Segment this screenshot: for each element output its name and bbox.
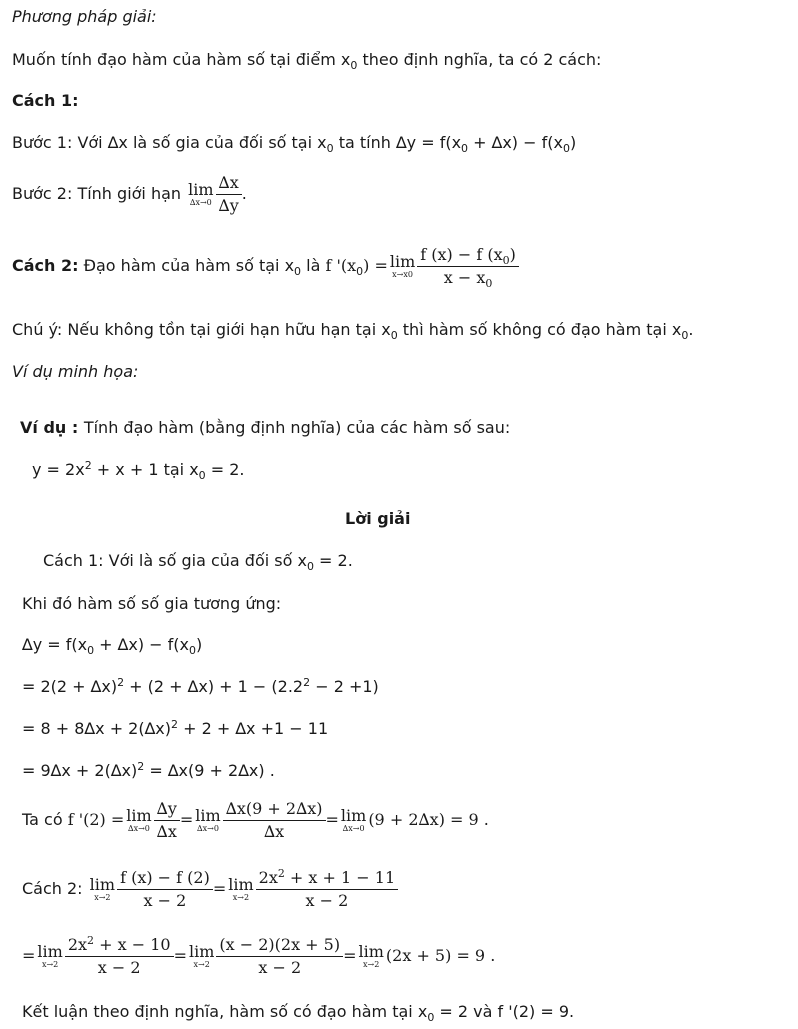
fraction: $\frac{2x^2 + x - 10}{x - 2}$ bbox=[65, 935, 174, 978]
note-text: Chú ý: Nếu không tồn tại giới hạn hữu hạn tại $x_0$ thì hàm số không có đạo hàm tại $x_0$. bbox=[12, 320, 694, 342]
limit-operator: lim x→2 bbox=[228, 875, 254, 902]
fraction: $\frac{\Delta y}{\Delta x}$ bbox=[154, 799, 180, 842]
limit-operator: lim x→x0 bbox=[389, 252, 416, 279]
fraction: $\frac{(x - 2)(2x + 5)}{x - 2}$ bbox=[216, 935, 343, 978]
buoc1-text: Bước 1: Với ∆x là số gia của đối số tại $x_0$ ta tính $\Delta y = f(x_0 + \Delta x) - f(x_0)$ bbox=[12, 133, 577, 155]
solution-line-8: Cách 2: lim x→2 $\frac{f (x) - f (2)}{x - 2}$ = lim x→2 $\frac{2x^2 + x + 1 - 11}{x - 2}$ bbox=[22, 864, 398, 914]
fraction: $\frac{f (x) - f (x_0)}{x - x_0}$ bbox=[417, 245, 519, 288]
limit-operator: lim ∆x→0 bbox=[195, 806, 221, 833]
fraction: $\frac{\Delta x}{\Delta y}$ bbox=[216, 173, 242, 216]
solution-line-7: Ta có f '(2) = lim ∆x→0 $\frac{\Delta y}{\Delta x}$ = lim ∆x→0 $\frac{\Delta x(9 + 2\Delta x)}{\Delta x}$ = lim ∆x→0 (9 + 2∆x) = 9 . bbox=[22, 799, 489, 841]
intro-text: Muốn tính đạo hàm của hàm số tại điểm $x_0$ theo định nghĩa, ta có 2 cách: bbox=[12, 50, 602, 72]
example-text: Ví dụ : Tính đạo hàm (bằng định nghĩa) của các hàm số sau: bbox=[20, 418, 511, 437]
solution-line-2: Khi đó hàm số số gia tương ứng: bbox=[22, 594, 282, 613]
limit-operator: lim x→2 bbox=[37, 942, 63, 969]
limit-operator: lim x→2 bbox=[188, 942, 215, 969]
limit-operator: lim x→2 bbox=[358, 942, 384, 969]
limit-operator: lim x→2 bbox=[89, 875, 116, 902]
solution-line-5: = $8 + 8\Delta x + 2(\Delta x)^2 + 2 + \Delta x +1 - 11$ bbox=[22, 718, 329, 738]
cach1-heading: Cách 1: bbox=[12, 91, 79, 110]
example-heading: Ví dụ minh họa: bbox=[12, 362, 139, 381]
fraction: $\frac{f (x) - f (2)}{x - 2}$ bbox=[117, 868, 213, 911]
solution-line-6: = $9\Delta x + 2(\Delta x)^2 = \Delta x(9 + 2\Delta x)$ . bbox=[22, 760, 275, 780]
fraction: $\frac{2x^2 + x + 1 - 11}{x - 2}$ bbox=[256, 868, 399, 911]
cach2-text: Cách 2: Đạo hàm của hàm số tại $x_0$ là f '$(x_0)$ = lim x→x0 $\frac{f (x) - f (x_0)}{x - x_0}$ bbox=[12, 240, 519, 292]
limit-operator: lim ∆x→0 bbox=[126, 806, 152, 833]
problem-text: $y = 2x^2 + x + 1$ tại $x_0 = 2$. bbox=[32, 459, 245, 482]
solution-line-3: $\Delta y = f(x_0 + \Delta x) - f(x_0)$ bbox=[22, 635, 203, 657]
limit-operator: lim ∆x→0 bbox=[340, 806, 367, 833]
method-heading: Phương pháp giải: bbox=[12, 7, 157, 26]
solution-line-9: = lim x→2 $\frac{2x^2 + x - 10}{x - 2}$ = lim x→2 $\frac{(x - 2)(2x + 5)}{x - 2}$ = lim x→2 (2x + 5) = 9 . bbox=[22, 934, 496, 977]
fraction: $\frac{\Delta x(9 + 2\Delta x)}{\Delta x}$ bbox=[223, 799, 326, 842]
solution-line-4: = $2(2 + \Delta x)^2 + (2 + \Delta x) + 1 - (2.2^2 - 2 +1)$ bbox=[22, 676, 379, 696]
solution-heading: Lời giải bbox=[345, 509, 411, 528]
limit-operator: lim ∆x→0 bbox=[188, 180, 214, 207]
conclusion-text: Kết luận theo định nghĩa, hàm số có đạo hàm tại $x_0 = 2$ và f '(2) = 9. bbox=[22, 1002, 575, 1024]
solution-line-1: Cách 1: Với là số gia của đối số $x_0 = 2$. bbox=[43, 551, 353, 573]
buoc2-text: Bước 2: Tính giới hạn lim ∆x→0 $\frac{\Delta x}{\Delta y}$ . bbox=[12, 173, 247, 215]
